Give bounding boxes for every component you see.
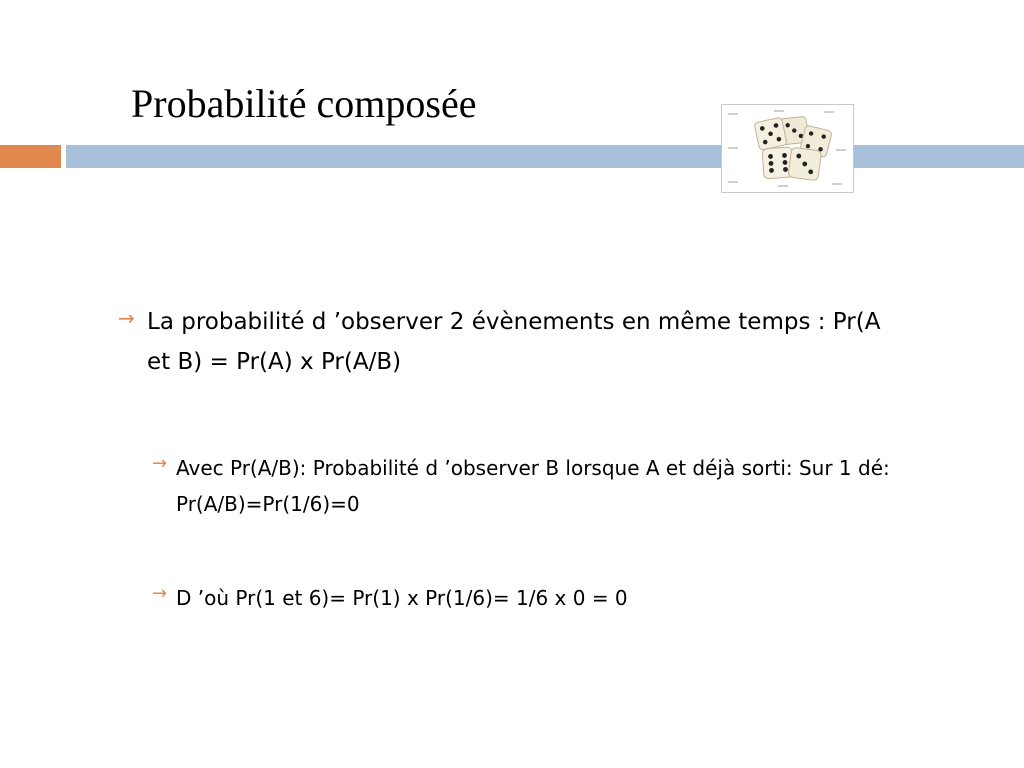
dice-icon [722,105,853,192]
arrow-right-icon: → [118,306,135,330]
sub-bullet-text: D ’où Pr(1 et 6)= Pr(1) x Pr(1/6)= 1/6 x 0 = 0 [176,586,628,610]
accent-bar-blue [66,145,1024,168]
sub-bullet-1 [152,450,972,522]
sub-bullet-text: Avec Pr(A/B): Probabilité d ’observer B lorsque A et déjà sorti: Sur 1 dé: Pr(A/B)=Pr(1/6)=0 [176,456,890,516]
arrow-right-icon: → [152,583,168,604]
dice-image [721,104,854,193]
slide-title: Probabilité composée [131,81,477,126]
accent-bar-orange [0,145,61,168]
bullet-text: La probabilité d ’observer 2 évènements en même temps : Pr(A et B) = Pr(A) x Pr(A/B) [147,309,881,375]
sub-bullet-2 [152,580,972,616]
arrow-right-icon: → [152,453,168,474]
bullet-1 [118,302,908,382]
